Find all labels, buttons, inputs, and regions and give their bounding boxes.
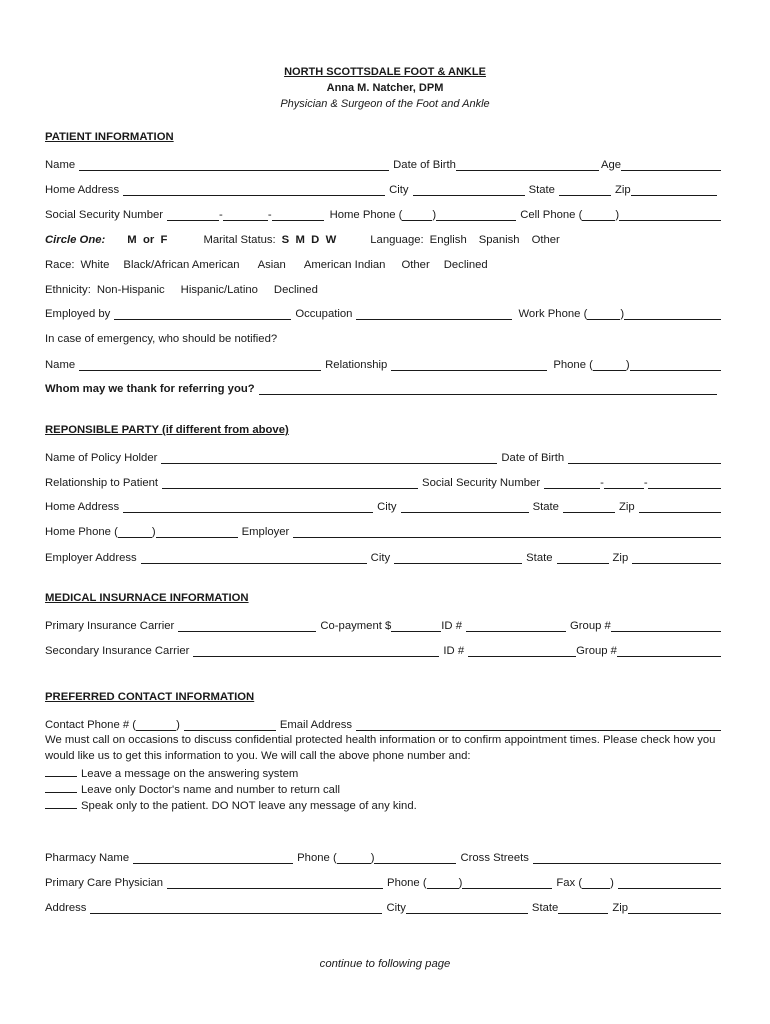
- doctor-subtitle: Physician & Surgeon of the Foot and Ankle: [280, 98, 490, 110]
- pcp-zip-label: Zip: [612, 902, 629, 914]
- employer-address-label: Employer Address: [45, 552, 137, 564]
- lang-english-option[interactable]: English: [429, 234, 467, 246]
- rp-phone-field[interactable]: [156, 525, 238, 538]
- contact-section-heading: PREFERRED CONTACT INFORMATION: [45, 691, 255, 703]
- home-phone-label: Home Phone (: [329, 209, 403, 221]
- pharmacy-row: Pharmacy Name Phone ( ) Cross Streets: [45, 848, 721, 864]
- pharmacy-phone-label: Phone (: [297, 852, 337, 864]
- pharmacy-phone-field[interactable]: [374, 851, 456, 864]
- contact-option-3-blank[interactable]: [45, 797, 77, 809]
- emp-state-field[interactable]: [557, 551, 609, 564]
- responsible-section-heading: REPONSIBLE PARTY (if different from above): [45, 424, 289, 436]
- zip-label: Zip: [614, 184, 631, 196]
- marital-options[interactable]: S M D W: [281, 234, 337, 246]
- work-phone-field[interactable]: [624, 307, 721, 320]
- occupation-label: Occupation: [295, 308, 353, 320]
- patient-age-field[interactable]: [621, 158, 721, 171]
- policy-holder-label: Name of Policy Holder: [45, 452, 158, 464]
- ssn-label: Social Security Number: [45, 209, 164, 221]
- state-label: State: [528, 184, 555, 196]
- patient-city-field[interactable]: [413, 183, 525, 196]
- contact-phone-field[interactable]: [184, 718, 276, 731]
- rp-city-field[interactable]: [401, 500, 529, 513]
- age-label: Age: [600, 159, 622, 171]
- contact-option-1: [45, 765, 725, 782]
- contact-option-1-label: Leave a message on the answering system: [81, 768, 299, 780]
- contact-option-1-blank[interactable]: [45, 765, 77, 777]
- patient-zip-field[interactable]: [631, 183, 717, 196]
- rp-home-address-label: Home Address: [45, 501, 120, 513]
- ssn-part2-field[interactable]: [223, 208, 268, 221]
- pcp-zip-field[interactable]: [628, 901, 721, 914]
- race-amind-option[interactable]: American Indian: [303, 259, 386, 271]
- copay-field[interactable]: [391, 619, 441, 632]
- rp-ssn-part3-field[interactable]: [648, 476, 721, 489]
- rp-state-field[interactable]: [563, 500, 615, 513]
- rel-patient-field[interactable]: [162, 476, 418, 489]
- cross-streets-label: Cross Streets: [460, 852, 529, 864]
- employed-by-field[interactable]: [114, 307, 291, 320]
- home-phone-field[interactable]: [436, 208, 516, 221]
- primary-insurance-row: [45, 616, 721, 632]
- rp-ssn-part2-field[interactable]: [604, 476, 644, 489]
- rp-city-label: City: [377, 501, 397, 513]
- policy-holder-field[interactable]: [161, 451, 497, 464]
- pcp-phone-label: Phone (: [387, 877, 427, 889]
- referral-field[interactable]: [259, 382, 717, 395]
- secondary-carrier-field[interactable]: [193, 644, 439, 657]
- fax-label: Fax (: [556, 877, 583, 889]
- race-declined-option[interactable]: Declined: [443, 259, 488, 271]
- circle-one-label: Circle One:: [45, 234, 106, 246]
- work-phone-area-field[interactable]: [587, 307, 620, 320]
- email-field[interactable]: [356, 718, 721, 731]
- contact-option-3: [45, 797, 725, 814]
- home-phone-area-field[interactable]: [402, 208, 432, 221]
- cell-phone-label: Cell Phone (: [520, 209, 583, 221]
- employment-row: Employed by Occupation Work Phone ( ): [45, 304, 721, 320]
- pcp-phone-field[interactable]: [462, 876, 552, 889]
- race-white-option[interactable]: White: [80, 259, 110, 271]
- insurance-section-heading: MEDICAL INSURNACE INFORMATION: [45, 592, 249, 604]
- rp-address-field[interactable]: [123, 500, 373, 513]
- emp-city-label: City: [370, 552, 391, 564]
- employed-by-label: Employed by: [45, 308, 111, 320]
- emergency-row: [45, 329, 721, 345]
- pcp-city-field[interactable]: [406, 901, 528, 914]
- contact-option-2-label: Leave only Doctor's name and number to return call: [81, 784, 340, 796]
- lang-other-option[interactable]: Other: [531, 234, 560, 246]
- secondary-group-field[interactable]: [617, 644, 721, 657]
- patient-ssn-row: Social Security Number - - Home Phone ( ) Cell Phone ( ): [45, 205, 721, 221]
- patient-state-field[interactable]: [559, 183, 611, 196]
- language-label: Language:: [370, 234, 424, 246]
- referral-row: [45, 379, 721, 395]
- rp-zip-label: Zip: [618, 501, 635, 513]
- name-label: Name: [45, 159, 76, 171]
- primary-id-field[interactable]: [466, 619, 566, 632]
- pcp-address-field[interactable]: [90, 901, 382, 914]
- employer-address-field[interactable]: [141, 551, 367, 564]
- policy-holder-row: [45, 448, 721, 464]
- ethnicity-label: Ethnicity:: [45, 284, 91, 296]
- race-row: [45, 255, 721, 271]
- em-name-label: Name: [45, 359, 76, 371]
- contact-phone-row: Contact Phone # ( ) Email Address: [45, 715, 721, 731]
- continue-footer: continue to following page: [319, 958, 451, 970]
- city-label: City: [389, 184, 409, 196]
- employer-label: Employer: [241, 526, 290, 538]
- patient-demographics-row: [45, 230, 721, 246]
- cell-phone-field[interactable]: [619, 208, 721, 221]
- eth-non-hispanic-option[interactable]: Non-Hispanic: [96, 284, 165, 296]
- emp-city-field[interactable]: [394, 551, 522, 564]
- race-other-option[interactable]: Other: [401, 259, 430, 271]
- marital-label: Marital Status:: [203, 234, 276, 246]
- em-name-field[interactable]: [79, 358, 321, 371]
- pharmacy-field[interactable]: [133, 851, 293, 864]
- ssn-part3-field[interactable]: [272, 208, 324, 221]
- pharmacy-phone-area-field[interactable]: [337, 851, 371, 864]
- pcp-row: Primary Care Physician Phone ( ) Fax ( ): [45, 873, 721, 889]
- copay-label: Co-payment $: [320, 620, 392, 632]
- secondary-id-field[interactable]: [468, 644, 576, 657]
- pcp-address-label: Address: [45, 902, 87, 914]
- rp-ssn-part1-field[interactable]: [544, 476, 600, 489]
- emergency-contact-row: Name Relationship Phone ( ): [45, 355, 721, 371]
- rp-relationship-row: Relationship to Patient Social Security Number - -: [45, 473, 721, 489]
- secondary-carrier-label: Secondary Insurance Carrier: [45, 645, 190, 657]
- race-black-option[interactable]: Black/African American: [123, 259, 240, 271]
- em-phone-field[interactable]: [630, 358, 721, 371]
- ssn-part1-field[interactable]: [167, 208, 219, 221]
- ethnicity-row: [45, 280, 721, 296]
- doctor-name: Anna M. Natcher, DPM: [326, 82, 444, 94]
- rp-ssn-label: Social Security Number: [422, 477, 541, 489]
- patient-address-field[interactable]: [123, 183, 385, 196]
- referral-label: Whom may we thank for referring you?: [45, 383, 255, 395]
- rel-patient-label: Relationship to Patient: [45, 477, 159, 489]
- em-phone-label: Phone (: [553, 359, 593, 371]
- pcp-label: Primary Care Physician: [45, 877, 164, 889]
- employer-field[interactable]: [293, 525, 721, 538]
- occupation-field[interactable]: [356, 307, 512, 320]
- secondary-group-label: Group #: [576, 645, 617, 657]
- race-label: Race:: [45, 259, 75, 271]
- patient-dob-field[interactable]: [456, 158, 599, 171]
- pcp-state-field[interactable]: [558, 901, 608, 914]
- patient-section-heading: PATIENT INFORMATION: [45, 131, 174, 143]
- contact-phone-area-field[interactable]: [136, 718, 176, 731]
- relationship-field[interactable]: [391, 358, 547, 371]
- sex-options[interactable]: M or F: [127, 234, 168, 246]
- relationship-label: Relationship: [325, 359, 388, 371]
- work-phone-label: Work Phone (: [518, 308, 588, 320]
- home-address-label: Home Address: [45, 184, 120, 196]
- pcp-phone-area-field[interactable]: [427, 876, 459, 889]
- emp-zip-field[interactable]: [632, 551, 721, 564]
- email-label: Email Address: [279, 719, 353, 731]
- lang-spanish-option[interactable]: Spanish: [478, 234, 520, 246]
- pcp-state-label: State: [531, 902, 559, 914]
- rp-address-row: [45, 497, 721, 513]
- contact-option-2: [45, 781, 725, 798]
- emp-zip-label: Zip: [612, 552, 629, 564]
- fax-field[interactable]: [618, 876, 721, 889]
- cross-streets-field[interactable]: [533, 851, 721, 864]
- cell-phone-area-field[interactable]: [582, 208, 615, 221]
- rp-phone-area-field[interactable]: [118, 525, 152, 538]
- contact-instructions: We must call on occasions to discuss confidential protected health information or to confirm appointment times. Please check how you would like us to get this information to you. We will call the above phone number and:: [45, 734, 716, 762]
- pharmacy-label: Pharmacy Name: [45, 852, 130, 864]
- practice-name: NORTH SCOTTSDALE FOOT & ANKLE: [284, 66, 486, 78]
- primary-id-label: ID #: [441, 620, 462, 632]
- rp-zip-field[interactable]: [639, 500, 721, 513]
- patient-name-row: [45, 155, 721, 171]
- emergency-label: In case of emergency, who should be notified?: [45, 333, 278, 345]
- rp-dob-field[interactable]: [568, 451, 721, 464]
- primary-group-label: Group #: [570, 620, 611, 632]
- employer-address-row: [45, 548, 721, 564]
- em-phone-area-field[interactable]: [593, 358, 626, 371]
- pcp-address-row: [45, 898, 721, 914]
- rp-home-phone-label: Home Phone (: [45, 526, 118, 538]
- rp-dob-label: Date of Birth: [501, 452, 565, 464]
- contact-phone-label: Contact Phone # (: [45, 719, 137, 731]
- patient-address-row: [45, 180, 721, 196]
- patient-name-field[interactable]: [79, 158, 389, 171]
- contact-option-2-blank[interactable]: [45, 781, 77, 793]
- pcp-field[interactable]: [167, 876, 383, 889]
- contact-option-3-label: Speak only to the patient. DO NOT leave any message of any kind.: [81, 800, 417, 812]
- secondary-insurance-row: [45, 641, 721, 657]
- primary-group-field[interactable]: [611, 619, 721, 632]
- fax-area-field[interactable]: [582, 876, 610, 889]
- dob-label: Date of Birth: [393, 159, 456, 171]
- rp-phone-row: Home Phone ( ) Employer: [45, 522, 721, 538]
- rp-state-label: State: [532, 501, 559, 513]
- secondary-id-label: ID #: [443, 645, 465, 657]
- pcp-city-label: City: [386, 902, 406, 914]
- race-asian-option[interactable]: Asian: [257, 259, 286, 271]
- emp-state-label: State: [526, 552, 553, 564]
- eth-hispanic-option[interactable]: Hispanic/Latino: [180, 284, 258, 296]
- eth-declined-option[interactable]: Declined: [273, 284, 318, 296]
- primary-carrier-label: Primary Insurance Carrier: [45, 620, 175, 632]
- primary-carrier-field[interactable]: [178, 619, 316, 632]
